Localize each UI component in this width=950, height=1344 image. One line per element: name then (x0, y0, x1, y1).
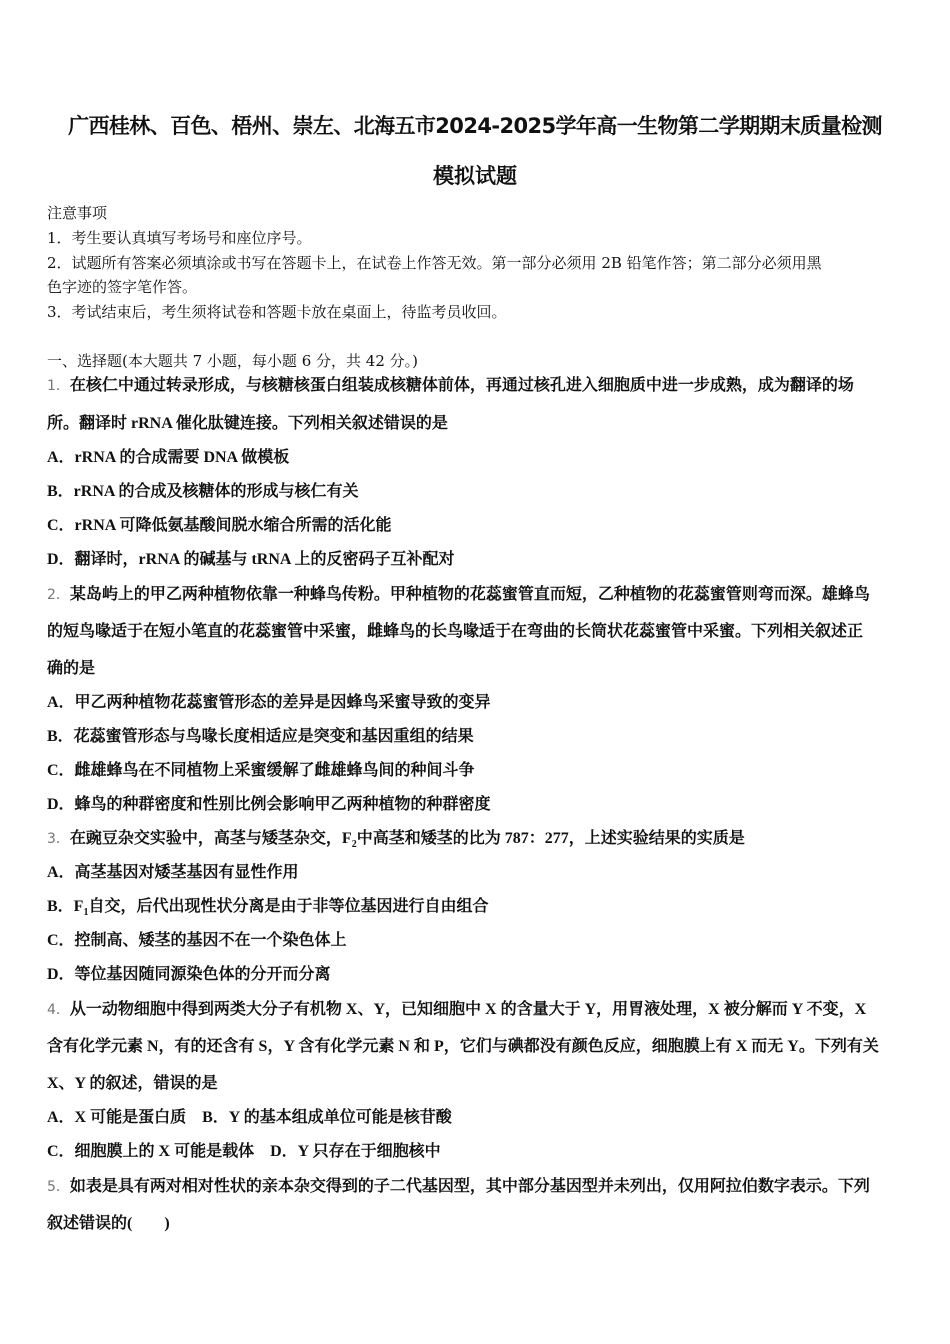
question-text: 中高茎和矮茎的比为 787：277，上述实验结果的实质是 (356, 830, 745, 847)
question-1-option-d: D．翻译时，rRNA 的碱基与 tRNA 上的反密码子互补配对 (47, 551, 455, 568)
question-1-option-a: A．rRNA 的合成需要 DNA 做模板 (47, 449, 290, 466)
question-4-line-3: X、Y 的叙述，错误的是 (47, 1075, 218, 1092)
note-2-line-2: 色字迹的签字笔作答。 (47, 278, 198, 296)
section-header: 一、选择题(本大题共 7 小题，每小题 6 分，共 42 分。) (47, 352, 418, 370)
question-2-line-3: 确的是 (47, 660, 96, 677)
question-2-line-1 (47, 585, 907, 605)
question-4-options-cd: C．细胞膜上的 X 可能是载体 D．Y 只存在于细胞核中 (47, 1143, 441, 1160)
question-text: 某岛屿上的甲乙两种植物依靠一种蜂鸟传粉。甲种植物的花蕊蜜管直而短，乙种植物的花蕊蜜管则弯而深。雄蜂鸟 (69, 586, 870, 603)
notes-header: 注意事项 (47, 204, 108, 222)
question-1-line-1 (47, 376, 907, 396)
option-text: 自交，后代出现性状分离是由于非等位基因进行自由组合 (88, 898, 489, 915)
question-2-option-a: A．甲乙两种植物花蕊蜜管形态的差异是因蜂鸟采蜜导致的变异 (47, 694, 491, 711)
subscript: 2 (351, 839, 357, 851)
note-1: 1．考生要认真填写考场号和座位序号。 (47, 229, 312, 247)
question-1-line-2: 所。翻译时 rRNA 催化肽键连接。下列相关叙述错误的是 (47, 415, 448, 432)
note-2-line-1: 2．试题所有答案必须填涂或书写在答题卡上，在试卷上作答无效。第一部分必须用 2B 铅笔作答；第二部分必须用黑 (47, 254, 822, 272)
question-2-line-2: 的短鸟喙适于在短小笔直的花蕊蜜管中采蜜，雌蜂鸟的长鸟喙适于在弯曲的长筒状花蕊蜜管中采蜜。下列相关叙述正 (47, 623, 864, 640)
question-3-option-c: C．控制高、矮茎的基因不在一个染色体上 (47, 932, 347, 949)
option-text: B．F (47, 898, 84, 915)
question-5-line-1 (47, 1177, 907, 1197)
question-3-line-1 (47, 829, 907, 855)
question-number: 1． (47, 378, 70, 394)
question-3-option-b (47, 897, 907, 923)
question-text: 从一动物细胞中得到两类大分子有机物 X、Y，已知细胞中 X 的含量大于 Y，用胃液处理，X 被分解而 Y 不变，X (69, 1001, 867, 1018)
question-number: 4． (47, 1002, 70, 1018)
question-number: 5． (47, 1179, 70, 1195)
exam-title-line-1: 广西桂林、百色、梧州、崇左、北海五市2024-2025学年高一生物第二学期期末质量检测 (68, 114, 882, 138)
question-number: 3． (47, 831, 70, 847)
question-2-option-c: C．雌雄蜂鸟在不同植物上采蜜缓解了雌雄蜂鸟间的种间斗争 (47, 762, 475, 779)
question-4-line-2: 含有化学元素 N，有的还含有 S，Y 含有化学元素 N 和 P，它们与碘都没有颜色反应，细胞膜上有 X 而无 Y。下列有关 (47, 1038, 879, 1055)
question-1-option-b: B．rRNA 的合成及核糖体的形成与核仁有关 (47, 483, 359, 500)
question-2-option-b: B．花蕊蜜管形态与鸟喙长度相适应是突变和基因重组的结果 (47, 728, 474, 745)
question-2-option-d: D．蜂鸟的种群密度和性别比例会影响甲乙两种植物的种群密度 (47, 796, 491, 813)
question-4-line-1 (47, 1000, 907, 1020)
question-5-line-2: 叙述错误的( ) (47, 1215, 170, 1232)
question-text: 如表是具有两对相对性状的亲本杂交得到的子二代基因型，其中部分基因型并未列出，仅用阿拉伯数字表示。下列 (69, 1178, 870, 1195)
question-3-option-a: A．高茎基因对矮茎基因有显性作用 (47, 864, 299, 881)
question-text: 在核仁中通过转录形成，与核糖核蛋白组装成核糖体前体，再通过核孔进入细胞质中进一步成熟，成为翻译的场 (69, 377, 854, 394)
question-1-option-c: C．rRNA 可降低氨基酸间脱水缩合所需的活化能 (47, 517, 392, 534)
exam-title-line-2: 模拟试题 (433, 164, 517, 188)
question-number: 2． (47, 587, 70, 603)
question-3-option-d: D．等位基因随同源染色体的分开而分离 (47, 966, 331, 983)
question-4-options-ab: A．X 可能是蛋白质 B．Y 的基本组成单位可能是核苷酸 (47, 1109, 452, 1126)
question-text: 在豌豆杂交实验中，高茎与矮茎杂交，F (69, 830, 352, 847)
note-3: 3．考试结束后，考生须将试卷和答题卡放在桌面上，待监考员收回。 (47, 303, 507, 321)
subscript: 1 (83, 907, 89, 919)
